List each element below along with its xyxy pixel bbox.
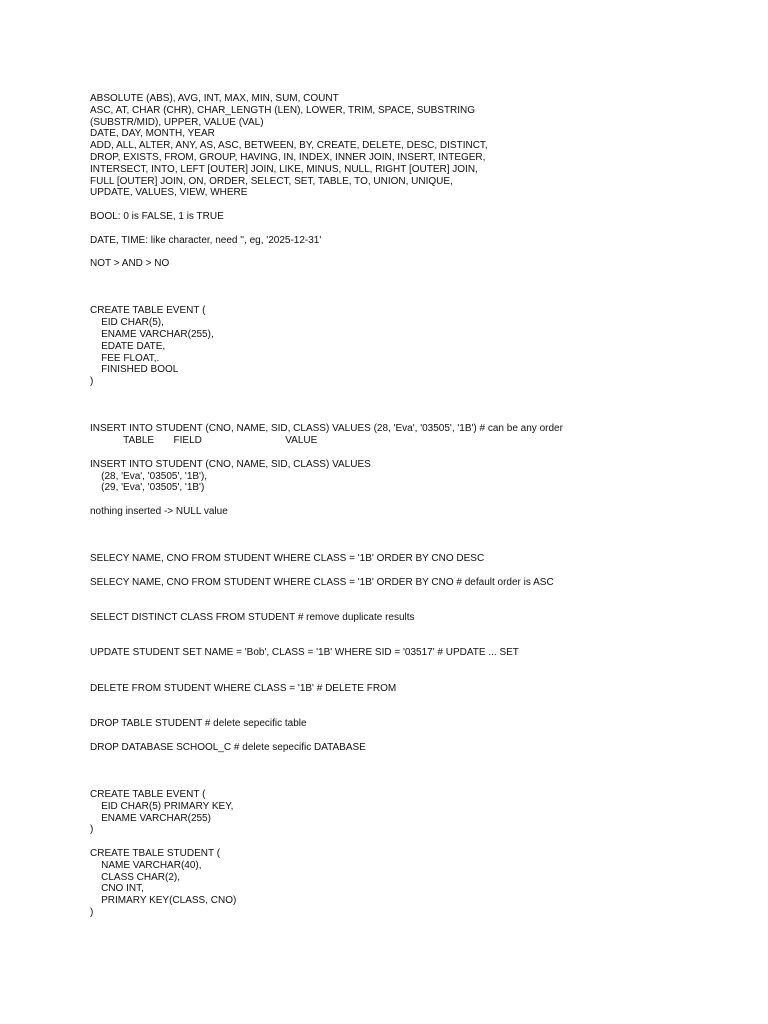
text-line: TABLE FIELD VALUE [90, 435, 318, 447]
blank-line [90, 636, 750, 648]
text-line: NOT > AND > NO [90, 258, 170, 270]
text-line: NAME VARCHAR(40), [90, 859, 202, 871]
blank-line [90, 412, 750, 424]
text-line: EID CHAR(5) PRIMARY KEY, [90, 800, 234, 812]
blank-line [90, 588, 750, 600]
text-line: (29, 'Eva', '03505', '1B') [90, 482, 205, 494]
blank-line [90, 388, 750, 400]
text-line: SELECY NAME, CNO FROM STUDENT WHERE CLASS = '1B' ORDER BY CNO DESC [90, 553, 485, 565]
text-line: ADD, ALL, ALTER, ANY, AS, ASC, BETWEEN, BY, CREATE, DELETE, DESC, DISTINCT, [90, 140, 488, 152]
text-line: DROP TABLE STUDENT # delete sepecific table [90, 718, 307, 730]
blank-line [90, 400, 750, 412]
blank-line [90, 246, 750, 258]
text-line: (SUBSTR/MID), UPPER, VALUE (VAL) [90, 116, 264, 128]
blank-line [90, 706, 750, 718]
blank-line [90, 494, 750, 506]
blank-line [90, 671, 750, 683]
blank-line [90, 518, 750, 530]
text-line: CREATE TABLE EVENT ( [90, 789, 206, 801]
blank-line [90, 565, 750, 577]
blank-line [90, 447, 750, 459]
text-line: DROP DATABASE SCHOOL_C # delete sepecific DATABASE [90, 741, 366, 753]
blank-line [90, 199, 750, 211]
text-line: ) [90, 376, 94, 388]
text-line: UPDATE, VALUES, VIEW, WHERE [90, 187, 248, 199]
blank-line [90, 765, 750, 777]
text-line: CLASS CHAR(2), [90, 871, 181, 883]
document-page [90, 93, 750, 919]
text-line: EDATE DATE, [90, 340, 166, 352]
blank-line [90, 600, 750, 612]
text-line: DELETE FROM STUDENT WHERE CLASS = '1B' # DELETE FROM [90, 682, 397, 694]
text-line: DATE, DAY, MONTH, YEAR [90, 128, 215, 140]
text-line: UPDATE STUDENT SET NAME = 'Bob', CLASS = '1B' WHERE SID = '03517' # UPDATE ... SET [90, 647, 519, 659]
text-line: CREATE TBALE STUDENT ( [90, 848, 221, 859]
text-line: FULL [OUTER] JOIN, ON, ORDER, SELECT, SET, TABLE, TO, UNION, UNIQUE, [90, 175, 453, 187]
blank-line [90, 695, 750, 707]
blank-line [90, 294, 750, 306]
text-line: FEE FLOAT,. [90, 352, 160, 364]
text-line: CREATE TABLE EVENT ( [90, 305, 206, 317]
text-line: INTERSECT, INTO, LEFT [OUTER] JOIN, LIKE, MINUS, NULL, RIGHT [OUTER] JOIN, [90, 163, 478, 175]
text-line: BOOL: 0 is FALSE, 1 is TRUE [90, 210, 224, 222]
blank-line [90, 836, 750, 848]
blank-line [90, 223, 750, 235]
blank-line [90, 754, 750, 766]
blank-line [90, 282, 750, 294]
text-line: INSERT INTO STUDENT (CNO, NAME, SID, CLASS) VALUES (28, 'Eva', '03505', '1B') # can be any order [90, 423, 563, 435]
text-line: ) [90, 824, 94, 836]
text-line: SELECT DISTINCT CLASS FROM STUDENT # remove duplicate results [90, 612, 415, 624]
text-line: (28, 'Eva', '03505', '1B'), [90, 470, 208, 482]
blank-line [90, 270, 750, 282]
blank-line [90, 541, 750, 553]
text-line: DROP, EXISTS, FROM, GROUP, HAVING, IN, INDEX, INNER JOIN, INSERT, INTEGER, [90, 151, 486, 163]
blank-line [90, 659, 750, 671]
blank-line [90, 730, 750, 742]
text-line: ENAME VARCHAR(255), [90, 328, 214, 340]
text-line: INSERT INTO STUDENT (CNO, NAME, SID, CLASS) VALUES [90, 458, 371, 470]
text-line: FINISHED BOOL [90, 364, 179, 376]
text-line: ABSOLUTE (ABS), AVG, INT, MAX, MIN, SUM, COUNT [90, 93, 339, 104]
blank-line [90, 624, 750, 636]
text-line: ) [90, 906, 94, 918]
text-line: ASC, AT, CHAR (CHR), CHAR_LENGTH (LEN), LOWER, TRIM, SPACE, SUBSTRING [90, 104, 476, 116]
text-line: SELECY NAME, CNO FROM STUDENT WHERE CLASS = '1B' ORDER BY CNO # default order is ASC [90, 576, 554, 588]
text-line: ENAME VARCHAR(255) [90, 812, 211, 824]
text-line: EID CHAR(5), [90, 317, 164, 329]
blank-line [90, 529, 750, 541]
text-line: DATE, TIME: like character, need '', eg, '2025-12-31' [90, 234, 322, 246]
text-line: CNO INT, [90, 883, 144, 895]
blank-line [90, 777, 750, 789]
text-line: PRIMARY KEY(CLASS, CNO) [90, 895, 237, 907]
text-line: nothing inserted -> NULL value [90, 505, 228, 517]
